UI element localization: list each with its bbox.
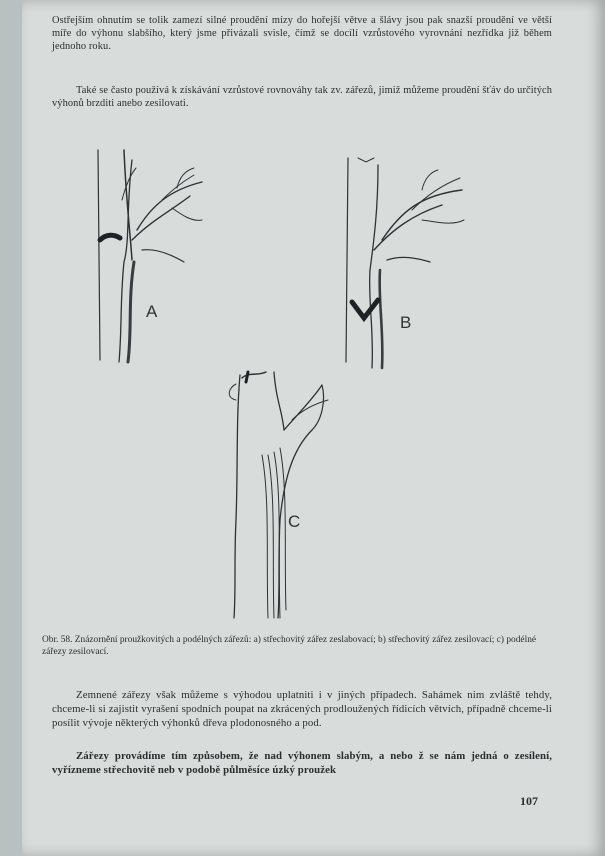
book-page	[22, 0, 605, 856]
label-c: C	[288, 512, 301, 531]
label-a: A	[146, 302, 158, 321]
tree-c-drawing	[229, 372, 328, 618]
label-b: B	[400, 313, 412, 332]
paragraph-3: Zemnené zářezy však můžeme s výhodou uplatniti i v jiných případech. Sahámek nim zvláště tehdy, chceme-li si zajistit vyrašení spodních poupat na zkrácených prodloužených řídicích větvích, případně chceme-li posílit vývoje některých výhonků dřeva plodonosného a pod.	[52, 689, 552, 729]
figure-caption	[42, 634, 562, 658]
caption-text: Obr. 58. Znázornění proužkovitých a podélných zářezů: a) střechovitý zářez zeslabovací; b) střechovitý zářez zesilovací; c) podélné zářezy zesilovací.	[42, 635, 537, 657]
paragraph-1: Ostřejším ohnutím se tolik zamezí silné proudění mízy do hořejší větve a šlávy jsou pak snazší proudění ve větší míře do výhonu slabšího, který jsme přivázali svisle, čímž se docílí vzrůstového vyrovnání nezřídka již během jednoho roku.	[52, 15, 552, 52]
tree-cuts-illustration	[22, 0, 605, 630]
tree-a-drawing	[98, 150, 202, 362]
paragraph-4: Zářezy provádíme tím způsobem, že nad výhonem slabým, a nebo ž se nám jedná o zesílení, vyřízneme střechovitě neb v podobě půlměsíce úzký proužek	[52, 750, 552, 776]
paragraph-2: Také se často používá k získávání vzrůstové rovnováhy tak zv. zářezů, jimiž můžeme proudění šťáv do určitých výhonů brzditi anebo zesilovati.	[52, 85, 552, 109]
page-number: 107	[520, 794, 538, 808]
tree-b-drawing	[346, 158, 464, 368]
